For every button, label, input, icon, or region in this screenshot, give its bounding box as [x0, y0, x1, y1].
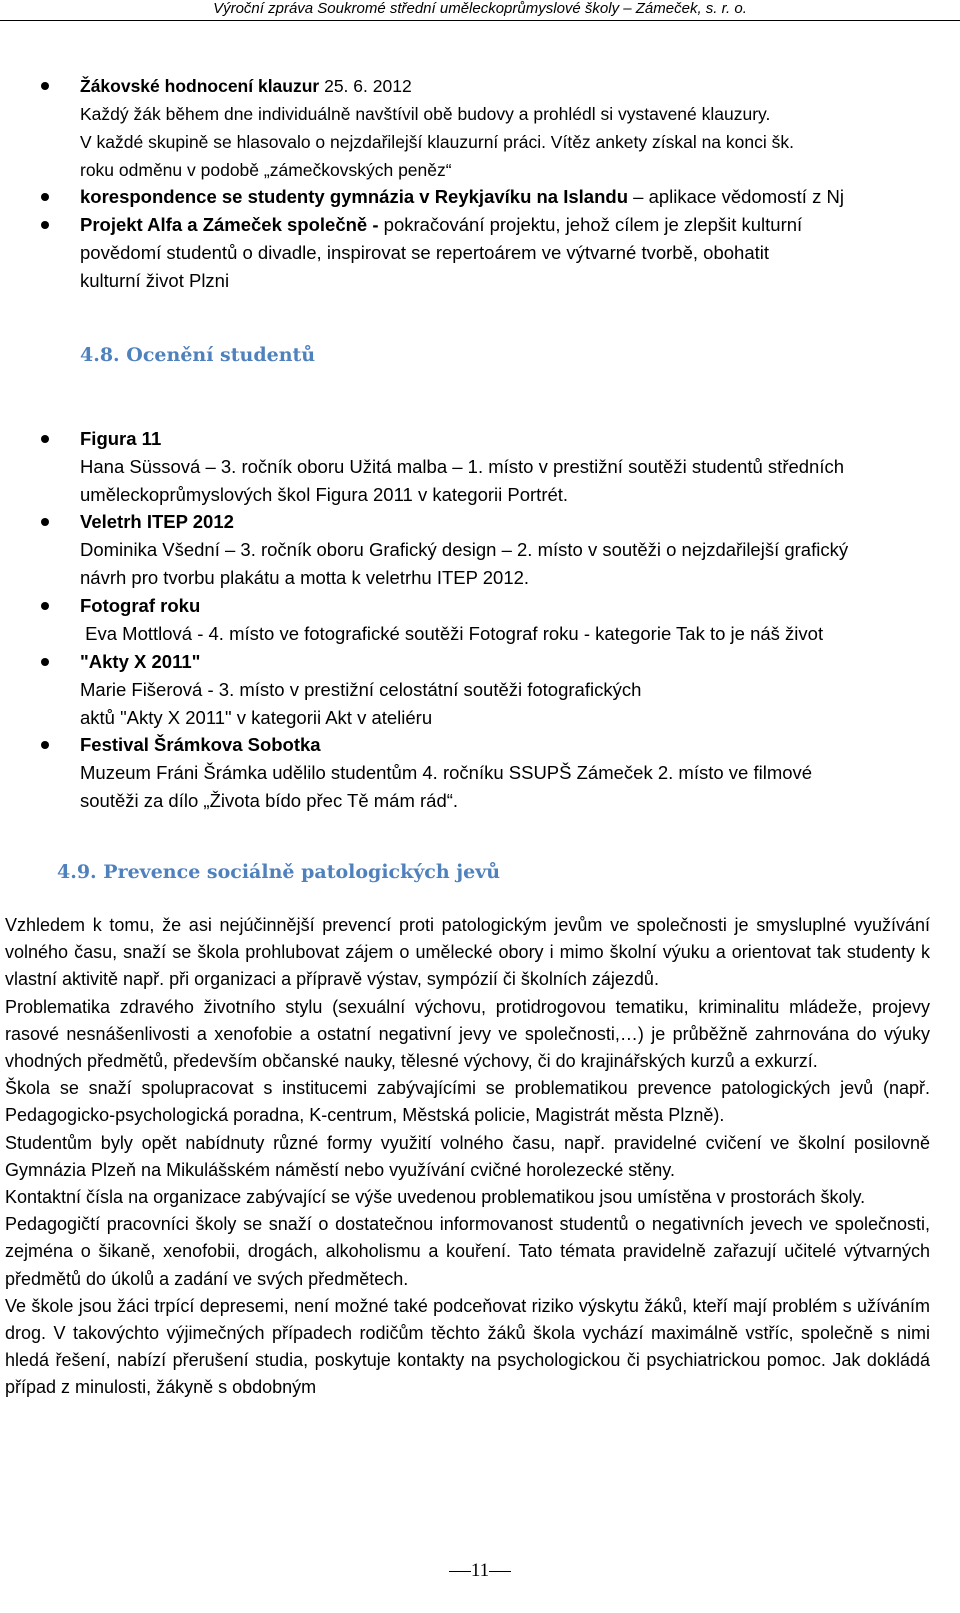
section-number: 4.8. — [80, 344, 120, 366]
list-item — [80, 425, 950, 509]
paragraph: Studentům byly opět nabídnuty různé formy využití volného času, např. pravidelné cvičení ve školní posilovně Gymnázia Plzeň na Mikulášském náměstí nebo využívání cvičné horolezecké stěny. — [5, 1132, 930, 1180]
item-title: korespondence se studenty gymnázia v Reykjavíku na Islandu — [80, 186, 628, 207]
section-number: 4.9. — [57, 861, 97, 883]
paragraph: Ve škole jsou žáci trpící depresemi, není možné také podceňovat riziko výskytu žáků, kteří mají problém s užíváním drog. V takovýchto výjimečných případech rodičům těchto žáků škola vychází maximálně vstříc, společně s nimi hledá řešení, nabízí přerušení studia, poskytuje kontakty na psychologickou či psychiatrickou pomoc. Jak dokládá případ z minulosti, žákyně s obdobným — [5, 1295, 930, 1398]
item-line: V každé skupině se hlasovalo o nejzdařilejší klauzurní práci. Vítěz ankety získal na konci šk. — [80, 132, 794, 152]
list-item — [80, 731, 950, 815]
award-line: návrh pro tvorbu plakátu a motta k veletrhu ITEP 2012. — [80, 567, 530, 588]
item-line: kulturní život Plzni — [80, 270, 230, 291]
list-item — [80, 508, 950, 592]
list-item — [80, 183, 950, 211]
item-text: pokračování projektu, jehož cílem je zlepšit kulturní — [378, 214, 803, 235]
section-title: Prevence sociálně patologických jevů — [103, 861, 501, 883]
section-heading-4-9 — [57, 860, 500, 884]
list-item — [80, 592, 950, 648]
list-item — [80, 648, 950, 732]
footer-rule-left — [449, 1571, 471, 1572]
paragraph: Škola se snaží spolupracovat s institucemi zabývajícími se problematikou prevence patologických jevů (např. Pedagogicko-psychologická poradna, K-centrum, Městská policie, Magistrát města Plzně). — [5, 1078, 930, 1126]
item-line: povědomí studentů o divadle, inspirovat se repertoárem ve výtvarné tvorbě, obohatit — [80, 242, 769, 263]
award-title: Fotograf roku — [80, 595, 201, 616]
page-footer — [0, 1560, 960, 1582]
award-line: Muzeum Fráni Šrámka udělilo studentům 4. ročníku SSUPŠ Zámeček 2. místo ve filmové — [80, 762, 813, 783]
section-title: Ocenění studentů — [126, 344, 316, 366]
item-text: – aplikace vědomostí z Nj — [628, 186, 844, 207]
list-item — [80, 211, 950, 295]
award-line: aktů "Akty X 2011" v kategorii Akt v ateliéru — [80, 707, 433, 728]
award-line: Dominika Všední – 3. ročník oboru Grafický design – 2. místo v soutěži o nejzdařilejší grafický — [80, 539, 849, 560]
prevention-text — [5, 912, 930, 1402]
award-line: Marie Fišerová - 3. místo v prestižní celostátní soutěži fotografických — [80, 679, 642, 700]
running-header: Výroční zpráva Soukromé střední uměleckoprůmyslové školy – Zámeček, s. r. o. — [0, 0, 960, 21]
item-title: Projekt Alfa a Zámeček společně - — [80, 214, 379, 235]
item-title: Žákovské hodnocení klauzur — [80, 76, 320, 96]
award-line: uměleckoprůmyslových škol Figura 2011 v kategorii Portrét. — [80, 484, 569, 505]
item-date: 25. 6. 2012 — [319, 76, 412, 96]
list-item — [80, 72, 950, 184]
paragraph: Vzhledem k tomu, že asi nejúčinnější prevencí proti patologickým jevům ve společnosti je smysluplné využívání volného času, snaží se škola prohlubovat zájem o umělecké obory i mimo školní výuku a orientovat tak studenty k vlastní aktivitě např. při organizaci a přípravě výstav, sympózií či školních zájezdů. — [5, 915, 930, 990]
paragraph: Kontaktní čísla na organizace zabývající se výše uvedenou problematikou jsou umístěna v prostorách školy. — [5, 1187, 866, 1208]
award-title: "Akty X 2011" — [80, 651, 201, 672]
award-line: Hana Süssová – 3. ročník oboru Užitá malba – 1. místo v prestižní soutěži studentů středních — [80, 456, 845, 477]
section-heading-4-8 — [80, 343, 315, 367]
paragraph: Pedagogičtí pracovníci školy se snaží o dostatečnou informovanost studentů o negativních jevech ve společnosti, zejména o šikaně, xenofobii, drogách, alkoholismu a kouření. Tato témata pravidelně zařazují učitelé výtvarných předmětů do úkolů a zadání ve svých předmětech. — [5, 1214, 930, 1289]
award-title: Veletrh ITEP 2012 — [80, 511, 234, 532]
award-title: Festival Šrámkova Sobotka — [80, 734, 321, 755]
award-line: soutěži za dílo „Života bído přec Tě mám rád“. — [80, 790, 459, 811]
award-title: Figura 11 — [80, 428, 162, 449]
page-number: 11 — [470, 1560, 490, 1581]
footer-rule-right — [489, 1571, 511, 1572]
paragraph: Problematika zdravého životního stylu (sexuální výchovu, protidrogovou tematiku, kriminalitu mládeže, projevy rasové nesnášenlivosti a xenofobie a ostatní negativní jevy ve společnosti,…) je průběžně zahrnována do výuky vhodných předmětů, především občanské nauky, tělesné výchovy, či do krajinářských kurzů a exkurzí. — [5, 996, 930, 1072]
item-line: roku odměnu v podobě „zámečkovských peněz“ — [80, 160, 452, 180]
item-line: Každý žák během dne individuálně navštívil obě budovy a prohlédl si vystavené klauzury. — [80, 104, 771, 124]
award-line: Eva Mottlová - 4. místo ve fotografické soutěži Fotograf roku - kategorie Tak to je náš život — [80, 623, 824, 644]
